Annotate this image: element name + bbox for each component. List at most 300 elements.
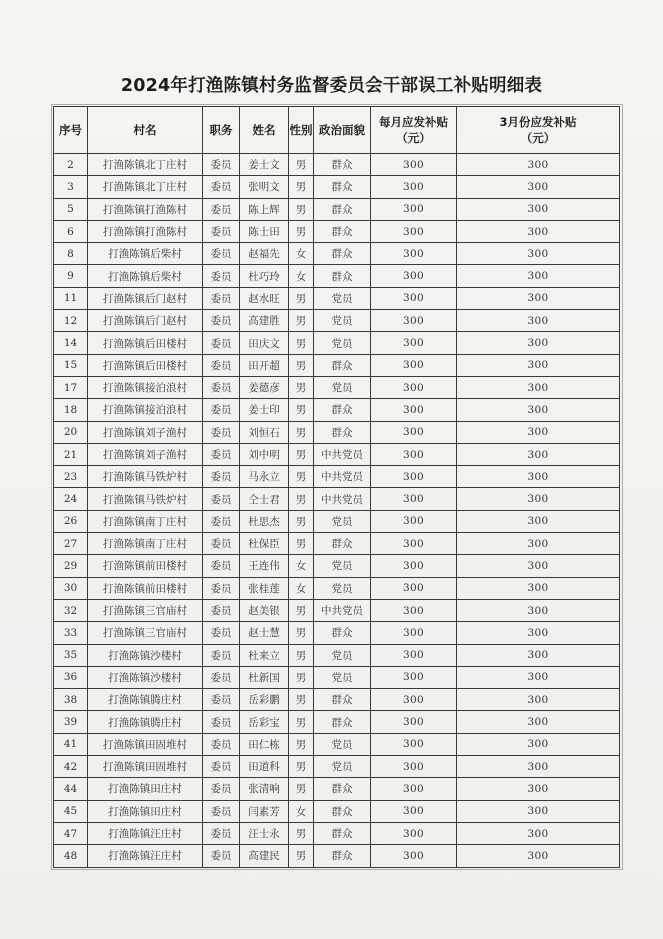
cell-march-subsidy: 300 (457, 666, 620, 688)
cell-village: 打渔陈镇田固堆村 (88, 733, 203, 755)
cell-name: 田仁栋 (240, 733, 289, 755)
cell-position: 委员 (203, 533, 240, 555)
cell-no: 39 (54, 711, 88, 733)
cell-gender: 男 (289, 822, 314, 844)
cell-monthly-subsidy: 300 (371, 421, 457, 443)
cell-no: 35 (54, 644, 88, 666)
cell-village: 打渔陈镇南丁庄村 (88, 510, 203, 532)
cell-monthly-subsidy: 300 (371, 488, 457, 510)
cell-name: 姜德彦 (240, 376, 289, 398)
cell-village: 打渔陈镇后门赵村 (88, 287, 203, 309)
cell-political: 群众 (314, 845, 371, 867)
table-row (54, 220, 620, 242)
cell-village: 打渔陈镇打渔陈村 (88, 220, 203, 242)
table-row (54, 644, 620, 666)
cell-march-subsidy: 300 (457, 265, 620, 287)
cell-name: 赵福先 (240, 243, 289, 265)
cell-monthly-subsidy: 300 (371, 533, 457, 555)
table-row (54, 421, 620, 443)
cell-no: 3 (54, 176, 88, 198)
cell-name: 杜新国 (240, 666, 289, 688)
cell-position: 委员 (203, 488, 240, 510)
cell-monthly-subsidy: 300 (371, 689, 457, 711)
cell-march-subsidy: 300 (457, 220, 620, 242)
cell-march-subsidy: 300 (457, 577, 620, 599)
cell-march-subsidy: 300 (457, 756, 620, 778)
cell-no: 9 (54, 265, 88, 287)
cell-name: 岳彩宝 (240, 711, 289, 733)
cell-no: 20 (54, 421, 88, 443)
cell-name: 杜巧玲 (240, 265, 289, 287)
header-no: 序号 (54, 107, 88, 154)
cell-march-subsidy: 300 (457, 533, 620, 555)
header-monthly (371, 107, 457, 154)
cell-no: 42 (54, 756, 88, 778)
header-position: 职务 (203, 107, 240, 154)
cell-position: 委员 (203, 822, 240, 844)
cell-position: 委员 (203, 265, 240, 287)
cell-gender: 男 (289, 376, 314, 398)
cell-no: 33 (54, 622, 88, 644)
cell-political: 群众 (314, 822, 371, 844)
cell-name: 王连伟 (240, 555, 289, 577)
cell-gender: 男 (289, 287, 314, 309)
header-monthly-line1: 每月应发补贴 (379, 115, 448, 129)
table-body (54, 154, 620, 868)
cell-monthly-subsidy: 300 (371, 198, 457, 220)
cell-march-subsidy: 300 (457, 845, 620, 867)
cell-monthly-subsidy: 300 (371, 577, 457, 599)
cell-political: 群众 (314, 689, 371, 711)
cell-name: 仝士君 (240, 488, 289, 510)
cell-village: 打渔陈镇前田楼村 (88, 555, 203, 577)
cell-position: 委员 (203, 154, 240, 176)
cell-monthly-subsidy: 300 (371, 756, 457, 778)
cell-political: 党员 (314, 644, 371, 666)
cell-name: 陈上辉 (240, 198, 289, 220)
cell-position: 委员 (203, 510, 240, 532)
cell-position: 委员 (203, 310, 240, 332)
table-row (54, 265, 620, 287)
cell-no: 29 (54, 555, 88, 577)
cell-village: 打渔陈镇后柴村 (88, 243, 203, 265)
cell-political: 群众 (314, 622, 371, 644)
table-row (54, 310, 620, 332)
cell-march-subsidy: 300 (457, 354, 620, 376)
cell-political: 中共党员 (314, 488, 371, 510)
cell-name: 刘恒石 (240, 421, 289, 443)
cell-name: 田开超 (240, 354, 289, 376)
cell-gender: 男 (289, 176, 314, 198)
cell-march-subsidy: 300 (457, 689, 620, 711)
cell-political: 群众 (314, 198, 371, 220)
cell-position: 委员 (203, 198, 240, 220)
cell-monthly-subsidy: 300 (371, 176, 457, 198)
cell-political: 党员 (314, 756, 371, 778)
header-gender: 性别 (289, 107, 314, 154)
cell-gender: 女 (289, 577, 314, 599)
cell-political: 群众 (314, 533, 371, 555)
cell-name: 高建民 (240, 845, 289, 867)
header-monthly-line2: （元） (396, 131, 431, 145)
cell-monthly-subsidy: 300 (371, 443, 457, 465)
cell-position: 委员 (203, 421, 240, 443)
cell-political: 党员 (314, 666, 371, 688)
table-row (54, 510, 620, 532)
cell-village: 打渔陈镇北丁庄村 (88, 154, 203, 176)
cell-monthly-subsidy: 300 (371, 243, 457, 265)
cell-march-subsidy: 300 (457, 822, 620, 844)
cell-village: 打渔陈镇沙楼村 (88, 644, 203, 666)
cell-march-subsidy: 300 (457, 198, 620, 220)
header-march (457, 107, 620, 154)
cell-march-subsidy: 300 (457, 376, 620, 398)
cell-name: 张桂莲 (240, 577, 289, 599)
table-row (54, 800, 620, 822)
cell-political: 党员 (314, 510, 371, 532)
cell-political: 群众 (314, 711, 371, 733)
cell-march-subsidy: 300 (457, 488, 620, 510)
subsidy-table (53, 106, 620, 868)
table-row (54, 376, 620, 398)
cell-gender: 男 (289, 332, 314, 354)
cell-gender: 男 (289, 466, 314, 488)
table-row (54, 354, 620, 376)
cell-village: 打渔陈镇北丁庄村 (88, 176, 203, 198)
cell-name: 赵士慧 (240, 622, 289, 644)
cell-no: 45 (54, 800, 88, 822)
cell-gender: 男 (289, 756, 314, 778)
cell-monthly-subsidy: 300 (371, 332, 457, 354)
cell-no: 47 (54, 822, 88, 844)
cell-position: 委员 (203, 443, 240, 465)
cell-march-subsidy: 300 (457, 711, 620, 733)
cell-gender: 男 (289, 666, 314, 688)
cell-name: 杜保臣 (240, 533, 289, 555)
cell-name: 田道科 (240, 756, 289, 778)
cell-monthly-subsidy: 300 (371, 711, 457, 733)
cell-position: 委员 (203, 778, 240, 800)
cell-no: 27 (54, 533, 88, 555)
cell-march-subsidy: 300 (457, 332, 620, 354)
cell-political: 群众 (314, 243, 371, 265)
cell-position: 委员 (203, 555, 240, 577)
cell-march-subsidy: 300 (457, 443, 620, 465)
cell-village: 打渔陈镇打渔陈村 (88, 198, 203, 220)
cell-gender: 男 (289, 644, 314, 666)
cell-monthly-subsidy: 300 (371, 265, 457, 287)
cell-monthly-subsidy: 300 (371, 845, 457, 867)
table-row (54, 577, 620, 599)
cell-gender: 男 (289, 488, 314, 510)
cell-position: 委员 (203, 845, 240, 867)
cell-gender: 女 (289, 555, 314, 577)
cell-village: 打渔陈镇三官庙村 (88, 599, 203, 621)
cell-monthly-subsidy: 300 (371, 644, 457, 666)
cell-monthly-subsidy: 300 (371, 310, 457, 332)
cell-no: 18 (54, 399, 88, 421)
cell-position: 委员 (203, 287, 240, 309)
cell-monthly-subsidy: 300 (371, 354, 457, 376)
cell-no: 32 (54, 599, 88, 621)
cell-position: 委员 (203, 800, 240, 822)
table-row (54, 622, 620, 644)
cell-village: 打渔陈镇汪庄村 (88, 822, 203, 844)
cell-gender: 男 (289, 689, 314, 711)
table-row (54, 332, 620, 354)
cell-gender: 女 (289, 265, 314, 287)
cell-monthly-subsidy: 300 (371, 220, 457, 242)
cell-village: 打渔陈镇后田楼村 (88, 354, 203, 376)
cell-monthly-subsidy: 300 (371, 822, 457, 844)
cell-name: 闫素芳 (240, 800, 289, 822)
table-row (54, 756, 620, 778)
cell-political: 中共党员 (314, 443, 371, 465)
cell-monthly-subsidy: 300 (371, 599, 457, 621)
cell-village: 打渔陈镇腾庄村 (88, 689, 203, 711)
cell-political: 群众 (314, 265, 371, 287)
cell-monthly-subsidy: 300 (371, 154, 457, 176)
cell-name: 赵美银 (240, 599, 289, 621)
cell-monthly-subsidy: 300 (371, 376, 457, 398)
cell-monthly-subsidy: 300 (371, 666, 457, 688)
cell-village: 打渔陈镇腾庄村 (88, 711, 203, 733)
cell-no: 23 (54, 466, 88, 488)
cell-village: 打渔陈镇后柴村 (88, 265, 203, 287)
cell-no: 14 (54, 332, 88, 354)
cell-position: 委员 (203, 711, 240, 733)
cell-march-subsidy: 300 (457, 599, 620, 621)
cell-name: 汪士永 (240, 822, 289, 844)
cell-village: 打渔陈镇沙楼村 (88, 666, 203, 688)
cell-no: 44 (54, 778, 88, 800)
cell-march-subsidy: 300 (457, 778, 620, 800)
cell-name: 刘中明 (240, 443, 289, 465)
cell-position: 委员 (203, 332, 240, 354)
cell-gender: 男 (289, 154, 314, 176)
cell-march-subsidy: 300 (457, 510, 620, 532)
cell-name: 高建胜 (240, 310, 289, 332)
cell-village: 打渔陈镇汪庄村 (88, 845, 203, 867)
cell-gender: 男 (289, 421, 314, 443)
table-row (54, 154, 620, 176)
cell-position: 委员 (203, 622, 240, 644)
cell-position: 委员 (203, 644, 240, 666)
cell-political: 群众 (314, 354, 371, 376)
cell-political: 党员 (314, 577, 371, 599)
header-political: 政治面貌 (314, 107, 371, 154)
cell-village: 打渔陈镇田庄村 (88, 800, 203, 822)
cell-political: 党员 (314, 555, 371, 577)
header-march-line1: 3月份应发补贴 (499, 115, 577, 129)
cell-name: 姜士文 (240, 154, 289, 176)
table-row (54, 711, 620, 733)
cell-march-subsidy: 300 (457, 466, 620, 488)
cell-no: 30 (54, 577, 88, 599)
cell-no: 5 (54, 198, 88, 220)
table-row (54, 287, 620, 309)
cell-position: 委员 (203, 220, 240, 242)
cell-village: 打渔陈镇三官庙村 (88, 622, 203, 644)
cell-political: 党员 (314, 287, 371, 309)
cell-political: 群众 (314, 778, 371, 800)
cell-position: 委员 (203, 376, 240, 398)
cell-monthly-subsidy: 300 (371, 778, 457, 800)
cell-name: 杜来立 (240, 644, 289, 666)
cell-no: 21 (54, 443, 88, 465)
header-name: 姓名 (240, 107, 289, 154)
table-header-row (54, 107, 620, 154)
cell-monthly-subsidy: 300 (371, 622, 457, 644)
cell-political: 中共党员 (314, 466, 371, 488)
cell-village: 打渔陈镇刘子渔村 (88, 421, 203, 443)
cell-gender: 男 (289, 622, 314, 644)
cell-gender: 男 (289, 510, 314, 532)
cell-village: 打渔陈镇后门赵村 (88, 310, 203, 332)
cell-no: 11 (54, 287, 88, 309)
cell-gender: 男 (289, 354, 314, 376)
cell-name: 杜思杰 (240, 510, 289, 532)
cell-political: 群众 (314, 421, 371, 443)
table-row (54, 733, 620, 755)
cell-village: 打渔陈镇后田楼村 (88, 332, 203, 354)
cell-position: 委员 (203, 756, 240, 778)
cell-political: 党员 (314, 332, 371, 354)
cell-name: 陈士田 (240, 220, 289, 242)
cell-gender: 男 (289, 443, 314, 465)
table-row (54, 198, 620, 220)
table-row (54, 778, 620, 800)
cell-political: 群众 (314, 176, 371, 198)
cell-gender: 男 (289, 220, 314, 242)
cell-political: 党员 (314, 310, 371, 332)
header-march-line2: （元） (520, 131, 556, 145)
cell-gender: 男 (289, 399, 314, 421)
cell-march-subsidy: 300 (457, 622, 620, 644)
cell-village: 打渔陈镇接泊浪村 (88, 399, 203, 421)
cell-political: 党员 (314, 733, 371, 755)
document-title: 2024年打渔陈镇村务监督委员会干部误工补贴明细表 (120, 76, 543, 96)
cell-village: 打渔陈镇前田楼村 (88, 577, 203, 599)
cell-position: 委员 (203, 733, 240, 755)
cell-gender: 男 (289, 733, 314, 755)
cell-name: 田庆文 (240, 332, 289, 354)
table-row (54, 533, 620, 555)
table-row (54, 845, 620, 867)
cell-no: 8 (54, 243, 88, 265)
cell-village: 打渔陈镇田庄村 (88, 778, 203, 800)
cell-no: 2 (54, 154, 88, 176)
cell-name: 马永立 (240, 466, 289, 488)
cell-village: 打渔陈镇马铁炉村 (88, 466, 203, 488)
cell-march-subsidy: 300 (457, 644, 620, 666)
cell-no: 15 (54, 354, 88, 376)
cell-position: 委员 (203, 466, 240, 488)
cell-march-subsidy: 300 (457, 555, 620, 577)
cell-no: 26 (54, 510, 88, 532)
cell-position: 委员 (203, 599, 240, 621)
cell-march-subsidy: 300 (457, 154, 620, 176)
cell-position: 委员 (203, 577, 240, 599)
cell-gender: 男 (289, 198, 314, 220)
header-village: 村名 (88, 107, 203, 154)
cell-monthly-subsidy: 300 (371, 733, 457, 755)
table-row (54, 243, 620, 265)
cell-no: 6 (54, 220, 88, 242)
cell-monthly-subsidy: 300 (371, 555, 457, 577)
cell-monthly-subsidy: 300 (371, 800, 457, 822)
cell-no: 36 (54, 666, 88, 688)
cell-monthly-subsidy: 300 (371, 399, 457, 421)
cell-village: 打渔陈镇南丁庄村 (88, 533, 203, 555)
cell-march-subsidy: 300 (457, 800, 620, 822)
cell-political: 群众 (314, 800, 371, 822)
table-row (54, 488, 620, 510)
cell-name: 张明文 (240, 176, 289, 198)
cell-position: 委员 (203, 689, 240, 711)
cell-political: 中共党员 (314, 599, 371, 621)
cell-name: 张清响 (240, 778, 289, 800)
table-row (54, 176, 620, 198)
cell-village: 打渔陈镇接泊浪村 (88, 376, 203, 398)
cell-march-subsidy: 300 (457, 287, 620, 309)
table-row (54, 689, 620, 711)
cell-gender: 男 (289, 533, 314, 555)
table-row (54, 399, 620, 421)
table-row (54, 822, 620, 844)
cell-position: 委员 (203, 176, 240, 198)
cell-gender: 男 (289, 845, 314, 867)
cell-no: 38 (54, 689, 88, 711)
table-row (54, 555, 620, 577)
cell-gender: 男 (289, 310, 314, 332)
cell-political: 群众 (314, 220, 371, 242)
cell-name: 岳彩鹏 (240, 689, 289, 711)
cell-position: 委员 (203, 243, 240, 265)
cell-no: 17 (54, 376, 88, 398)
cell-no: 48 (54, 845, 88, 867)
cell-monthly-subsidy: 300 (371, 510, 457, 532)
cell-political: 群众 (314, 399, 371, 421)
cell-no: 41 (54, 733, 88, 755)
cell-gender: 男 (289, 599, 314, 621)
cell-march-subsidy: 300 (457, 421, 620, 443)
cell-position: 委员 (203, 354, 240, 376)
cell-position: 委员 (203, 666, 240, 688)
cell-march-subsidy: 300 (457, 310, 620, 332)
cell-name: 赵水旺 (240, 287, 289, 309)
cell-village: 打渔陈镇刘子渔村 (88, 443, 203, 465)
cell-no: 12 (54, 310, 88, 332)
cell-village: 打渔陈镇马铁炉村 (88, 488, 203, 510)
cell-village: 打渔陈镇田固堆村 (88, 756, 203, 778)
cell-march-subsidy: 300 (457, 176, 620, 198)
cell-march-subsidy: 300 (457, 243, 620, 265)
cell-gender: 男 (289, 778, 314, 800)
cell-march-subsidy: 300 (457, 733, 620, 755)
cell-gender: 女 (289, 243, 314, 265)
cell-gender: 女 (289, 800, 314, 822)
table-row (54, 443, 620, 465)
table-row (54, 466, 620, 488)
cell-political: 群众 (314, 154, 371, 176)
table-row (54, 599, 620, 621)
cell-position: 委员 (203, 399, 240, 421)
cell-monthly-subsidy: 300 (371, 287, 457, 309)
table-row (54, 666, 620, 688)
cell-political: 党员 (314, 376, 371, 398)
cell-gender: 男 (289, 711, 314, 733)
